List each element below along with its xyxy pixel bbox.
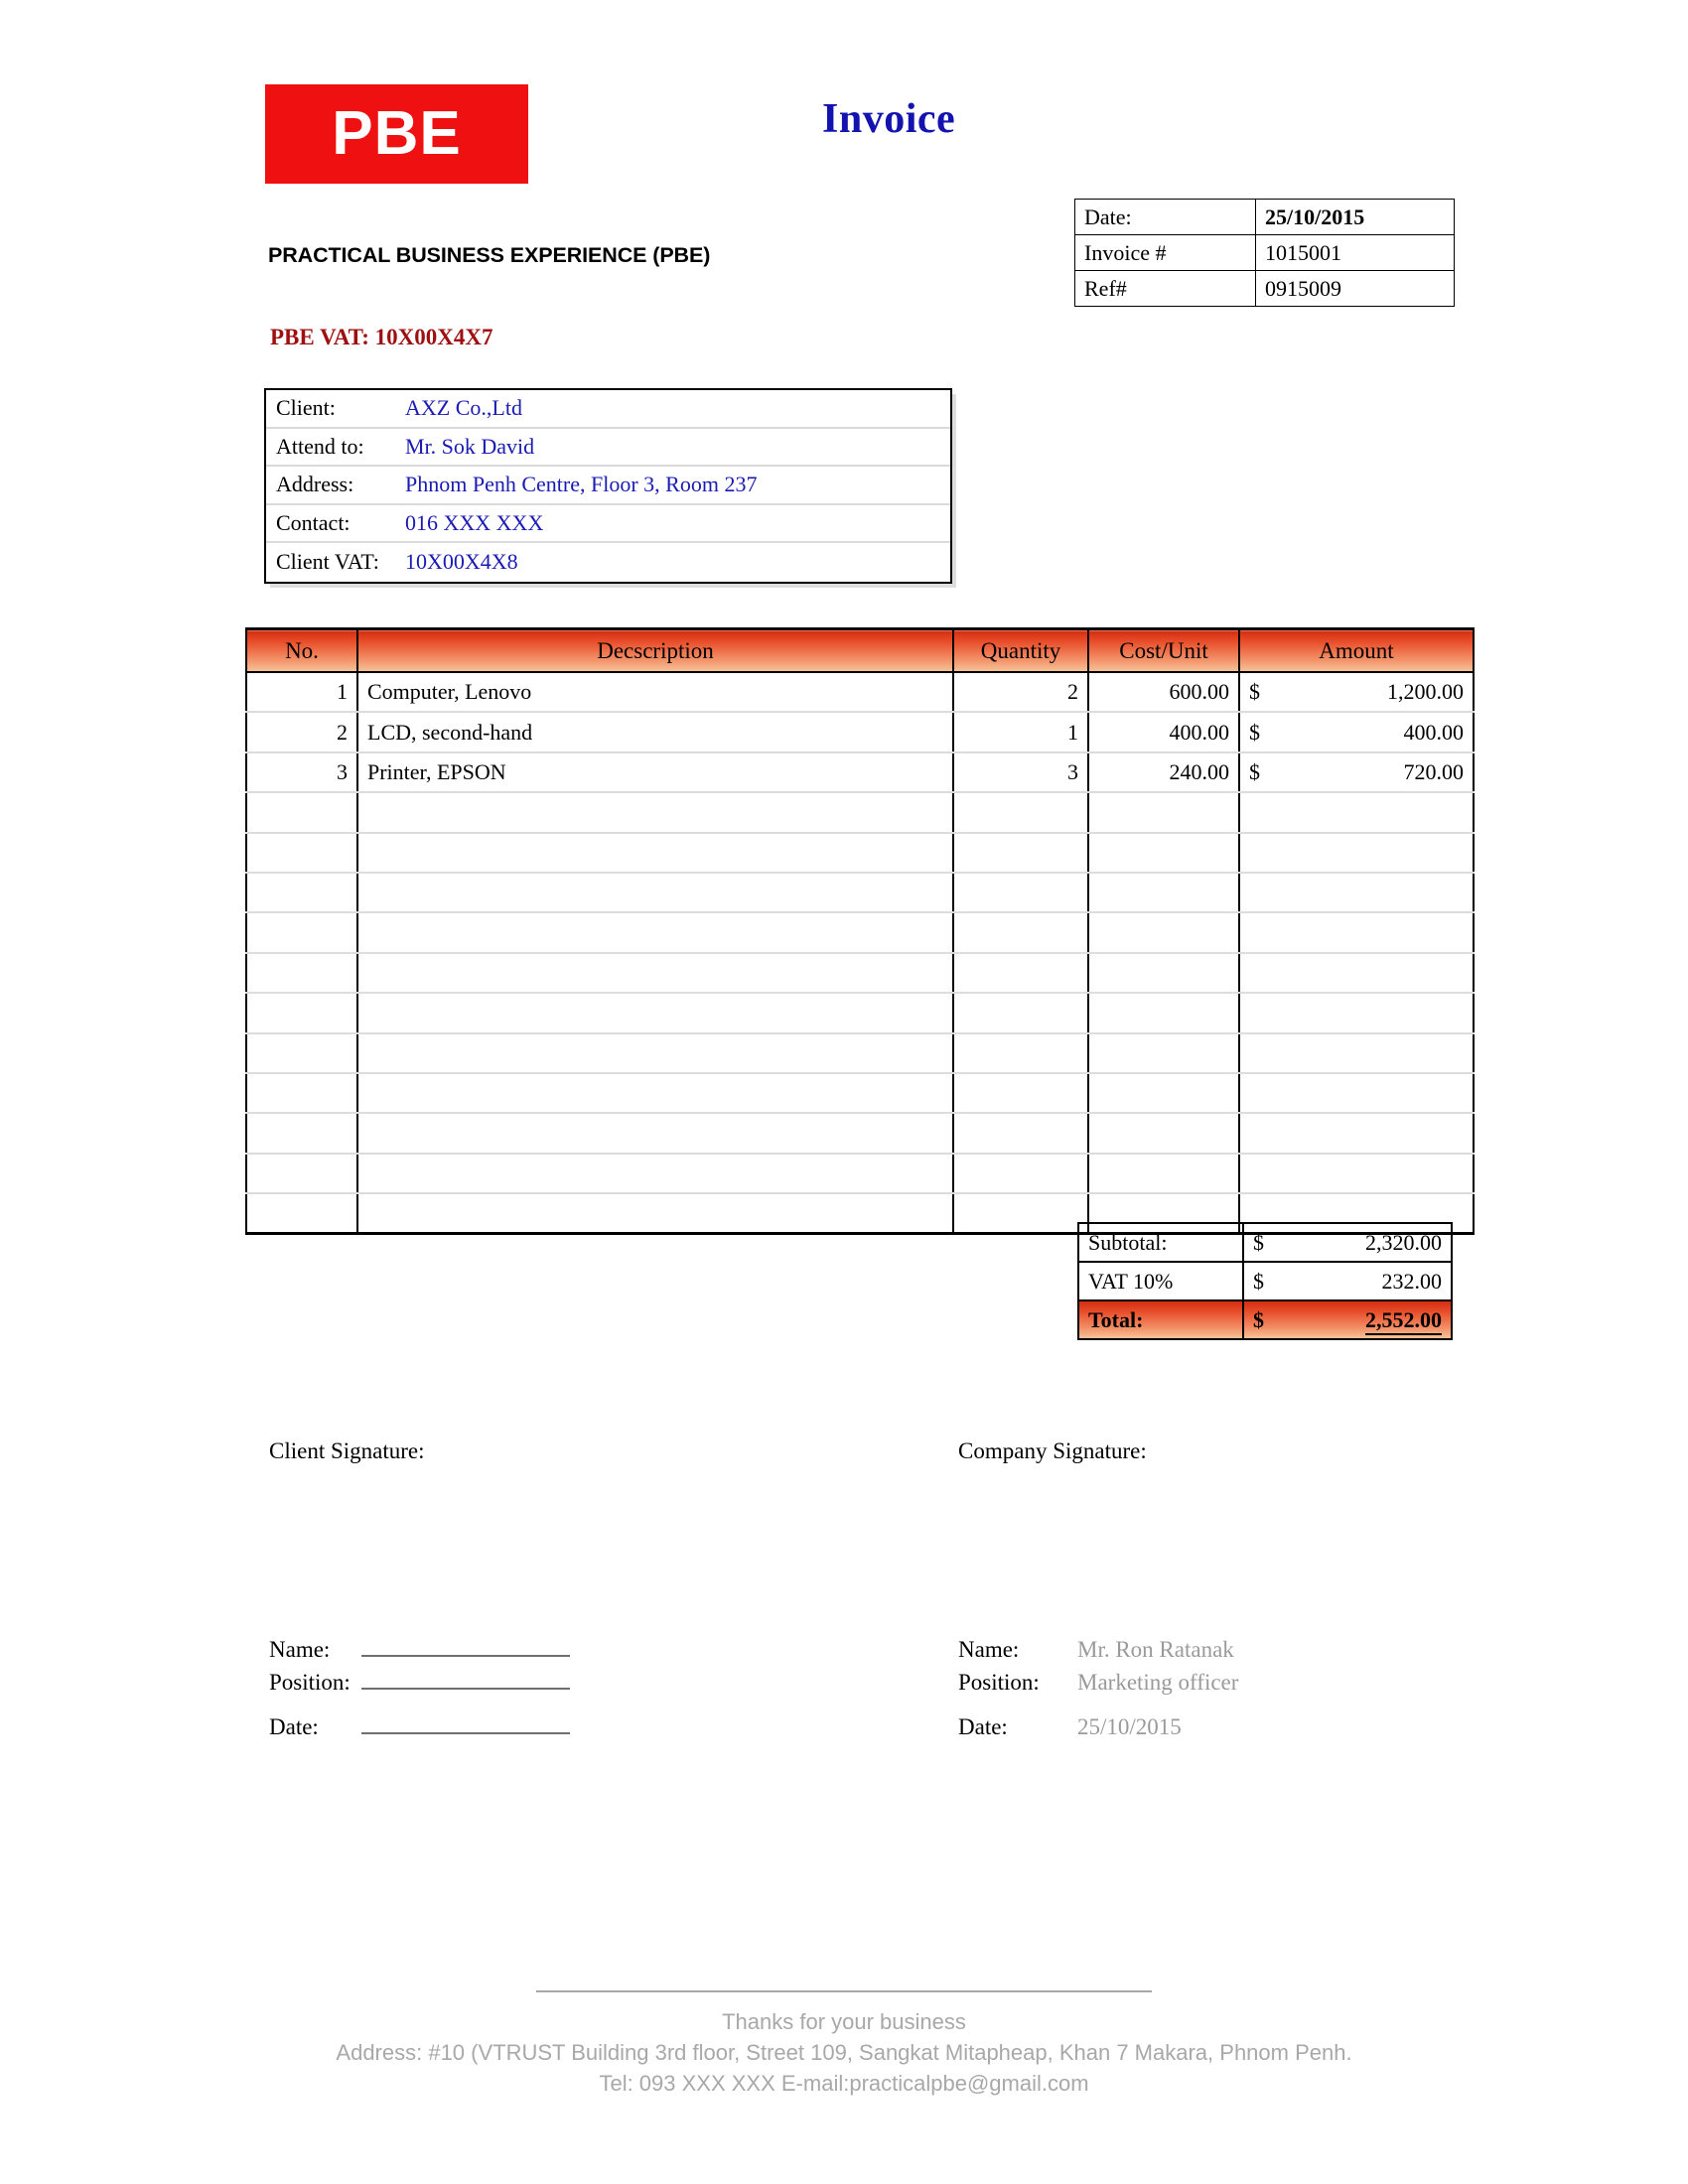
cell-empty <box>1239 1154 1356 1193</box>
table-row-empty <box>246 1033 1474 1073</box>
cell-empty <box>953 993 1088 1032</box>
cell-empty <box>1356 912 1474 952</box>
company-signature-heading: Company Signature: <box>958 1438 1147 1463</box>
table-row-empty <box>246 1154 1474 1193</box>
cell-empty <box>1356 1073 1474 1113</box>
company-field-name <box>958 1628 1238 1661</box>
cell-description: LCD, second-hand <box>357 712 953 751</box>
cell-empty <box>1356 792 1474 832</box>
totals-label-vat: VAT 10% <box>1078 1262 1243 1300</box>
cell-empty <box>246 1113 357 1153</box>
cell-empty <box>1088 993 1239 1032</box>
table-row <box>246 672 1474 712</box>
client-field-name <box>269 1628 570 1661</box>
cell-description: Computer, Lenovo <box>357 672 953 712</box>
cell-currency: $ <box>1239 672 1356 712</box>
client-label-client-vat: Client VAT: <box>276 549 379 575</box>
cell-empty <box>246 912 357 952</box>
table-header-row <box>246 629 1474 673</box>
meta-value-invoice-number: 1015001 <box>1256 235 1455 271</box>
totals-table <box>1077 1222 1453 1340</box>
client-value-attend-to: Mr. Sok David <box>405 433 535 459</box>
company-logo-text: PBE <box>332 99 462 168</box>
cell-empty <box>357 1033 953 1073</box>
meta-label-invoice-number: Invoice # <box>1075 235 1256 271</box>
client-field-date <box>269 1706 570 1738</box>
footer-address: Address: #10 (VTRUST Building 3rd floor, Street 109, Sangkat Mitapheap, Khan 7 Makara, Phnom Penh. <box>336 2040 1352 2066</box>
cell-empty <box>1088 1154 1239 1193</box>
company-field-position <box>958 1661 1238 1694</box>
spacer <box>269 1694 570 1706</box>
totals-row-total <box>1078 1300 1452 1339</box>
table-row <box>246 712 1474 751</box>
cell-empty <box>953 792 1088 832</box>
company-vat-number: PBE VAT: 10X00X4X7 <box>270 325 493 349</box>
footer-divider <box>536 1990 1152 1992</box>
table-row <box>1075 200 1455 235</box>
totals-label-total: Total: <box>1078 1300 1243 1339</box>
cell-empty <box>1088 833 1239 873</box>
cell-empty <box>1088 792 1239 832</box>
cell-empty <box>1356 993 1474 1032</box>
totals-row-subtotal <box>1078 1223 1452 1262</box>
company-field-value-position: Marketing officer <box>1077 1670 1239 1695</box>
cell-cost_unit: 240.00 <box>1088 752 1239 792</box>
client-field-rule-name[interactable] <box>361 1654 570 1657</box>
cell-empty <box>1088 953 1239 993</box>
totals-row-vat <box>1078 1262 1452 1300</box>
cell-empty <box>1356 1154 1474 1193</box>
line-items-body <box>246 672 1474 1234</box>
table-row-empty <box>246 873 1474 912</box>
client-value-address: Phnom Penh Centre, Floor 3, Room 237 <box>405 472 758 497</box>
table-row <box>1075 271 1455 307</box>
table-row-empty <box>246 912 1474 952</box>
footer-contact: Tel: 093 XXX XXX E-mail:practicalpbe@gmail.com <box>599 2071 1089 2097</box>
meta-label-date: Date: <box>1075 200 1256 235</box>
client-row-attend-to <box>266 429 950 468</box>
client-value-client-vat: 10X00X4X8 <box>405 549 518 575</box>
client-value-client: AXZ Co.,Ltd <box>405 395 522 421</box>
cell-empty <box>357 1154 953 1193</box>
totals-currency-vat: $ <box>1243 1262 1310 1300</box>
cell-empty <box>1239 1033 1356 1073</box>
company-field-label-name: Name: <box>958 1637 1020 1662</box>
cell-empty <box>1239 953 1356 993</box>
column-header-no: No. <box>246 629 357 673</box>
cell-empty <box>357 993 953 1032</box>
table-row-empty <box>246 1073 1474 1113</box>
meta-label-ref-number: Ref# <box>1075 271 1256 307</box>
client-label-client: Client: <box>276 395 336 421</box>
cell-empty <box>953 833 1088 873</box>
totals-amount-vat: 232.00 <box>1310 1262 1452 1300</box>
totals-label-subtotal: Subtotal: <box>1078 1223 1243 1262</box>
cell-empty <box>1239 993 1356 1032</box>
cell-currency: $ <box>1239 752 1356 792</box>
totals-amount-total-text: 2,552.00 <box>1365 1307 1442 1335</box>
cell-empty <box>246 792 357 832</box>
cell-empty <box>953 1033 1088 1073</box>
client-field-label-date: Date: <box>269 1714 319 1739</box>
client-field-label-position: Position: <box>269 1670 351 1695</box>
cell-empty <box>953 953 1088 993</box>
cell-empty <box>1088 912 1239 952</box>
client-signature-heading: Client Signature: <box>269 1438 425 1463</box>
cell-cost_unit: 400.00 <box>1088 712 1239 751</box>
cell-empty <box>357 1193 953 1234</box>
table-row <box>246 752 1474 792</box>
cell-empty <box>357 873 953 912</box>
cell-empty <box>357 1113 953 1153</box>
client-field-position <box>269 1661 570 1694</box>
column-header-description: Decscription <box>357 629 953 673</box>
client-field-rule-position[interactable] <box>361 1687 570 1690</box>
meta-value-date: 25/10/2015 <box>1256 200 1455 235</box>
cell-empty <box>246 1154 357 1193</box>
cell-empty <box>953 1113 1088 1153</box>
cell-empty <box>357 833 953 873</box>
cell-description: Printer, EPSON <box>357 752 953 792</box>
client-row-contact <box>266 505 950 544</box>
meta-value-ref-number: 0915009 <box>1256 271 1455 307</box>
client-details-block <box>264 388 952 584</box>
company-field-label-date: Date: <box>958 1714 1008 1739</box>
client-value-contact: 016 XXX XXX <box>405 509 544 535</box>
cell-empty <box>953 1193 1088 1234</box>
client-field-label-name: Name: <box>269 1637 331 1662</box>
cell-empty <box>357 792 953 832</box>
cell-amount: 400.00 <box>1356 712 1474 751</box>
cell-empty <box>246 953 357 993</box>
cell-amount: 1,200.00 <box>1356 672 1474 712</box>
cell-empty <box>246 1033 357 1073</box>
column-header-amount: Amount <box>1239 629 1474 673</box>
table-row-empty <box>246 953 1474 993</box>
cell-empty <box>1356 873 1474 912</box>
totals-currency-subtotal: $ <box>1243 1223 1310 1262</box>
company-signature-fields <box>958 1628 1238 1738</box>
table-row-empty <box>246 833 1474 873</box>
cell-empty <box>1239 1073 1356 1113</box>
table-row-empty <box>246 792 1474 832</box>
cell-empty <box>1088 1033 1239 1073</box>
company-field-label-position: Position: <box>958 1670 1040 1695</box>
cell-empty <box>1239 792 1356 832</box>
cell-no: 1 <box>246 672 357 712</box>
client-row-client-vat <box>266 543 950 582</box>
table-row-empty <box>246 993 1474 1032</box>
cell-amount: 720.00 <box>1356 752 1474 792</box>
cell-currency: $ <box>1239 712 1356 751</box>
client-row-address <box>266 467 950 505</box>
company-field-value-date: 25/10/2015 <box>1077 1714 1182 1739</box>
cell-empty <box>246 833 357 873</box>
table-row <box>1075 235 1455 271</box>
footer-thanks: Thanks for your business <box>722 2009 966 2034</box>
cell-empty <box>953 1154 1088 1193</box>
company-field-date <box>958 1706 1238 1738</box>
spacer <box>958 1694 1238 1706</box>
cell-empty <box>246 1073 357 1113</box>
cell-empty <box>1356 833 1474 873</box>
column-header-cost-unit: Cost/Unit <box>1088 629 1239 673</box>
cell-empty <box>1239 1113 1356 1153</box>
cell-quantity: 3 <box>953 752 1088 792</box>
cell-empty <box>1356 953 1474 993</box>
cell-empty <box>1239 833 1356 873</box>
client-field-rule-date[interactable] <box>361 1731 570 1734</box>
cell-empty <box>357 1073 953 1113</box>
client-row-client <box>266 390 950 429</box>
company-field-value-name: Mr. Ron Ratanak <box>1077 1637 1234 1662</box>
totals-currency-total: $ <box>1243 1300 1310 1339</box>
table-row-empty <box>246 1113 1474 1153</box>
cell-empty <box>953 873 1088 912</box>
cell-empty <box>246 1193 357 1234</box>
totals-amount-total <box>1310 1300 1452 1339</box>
cell-empty <box>246 873 357 912</box>
cell-empty <box>1356 1033 1474 1073</box>
company-logo <box>265 84 528 184</box>
cell-empty <box>246 993 357 1032</box>
cell-quantity: 1 <box>953 712 1088 751</box>
cell-empty <box>1088 1073 1239 1113</box>
cell-empty <box>1088 873 1239 912</box>
cell-empty <box>1239 873 1356 912</box>
company-name: PRACTICAL BUSINESS EXPERIENCE (PBE) <box>268 243 711 267</box>
cell-empty <box>357 912 953 952</box>
client-signature-fields <box>269 1628 570 1738</box>
cell-cost_unit: 600.00 <box>1088 672 1239 712</box>
cell-empty <box>1088 1113 1239 1153</box>
column-header-quantity: Quantity <box>953 629 1088 673</box>
cell-empty <box>1356 1113 1474 1153</box>
cell-no: 2 <box>246 712 357 751</box>
cell-empty <box>953 1073 1088 1113</box>
cell-empty <box>357 953 953 993</box>
invoice-meta-table <box>1074 199 1455 307</box>
line-items-table <box>245 627 1475 1235</box>
cell-empty <box>1239 912 1356 952</box>
page-footer <box>0 1990 1688 2100</box>
page-title: Invoice <box>822 96 956 142</box>
client-label-address: Address: <box>276 472 354 497</box>
cell-no: 3 <box>246 752 357 792</box>
totals-amount-subtotal: 2,320.00 <box>1310 1223 1452 1262</box>
client-label-attend-to: Attend to: <box>276 433 364 459</box>
cell-empty <box>953 912 1088 952</box>
cell-quantity: 2 <box>953 672 1088 712</box>
client-label-contact: Contact: <box>276 509 351 535</box>
